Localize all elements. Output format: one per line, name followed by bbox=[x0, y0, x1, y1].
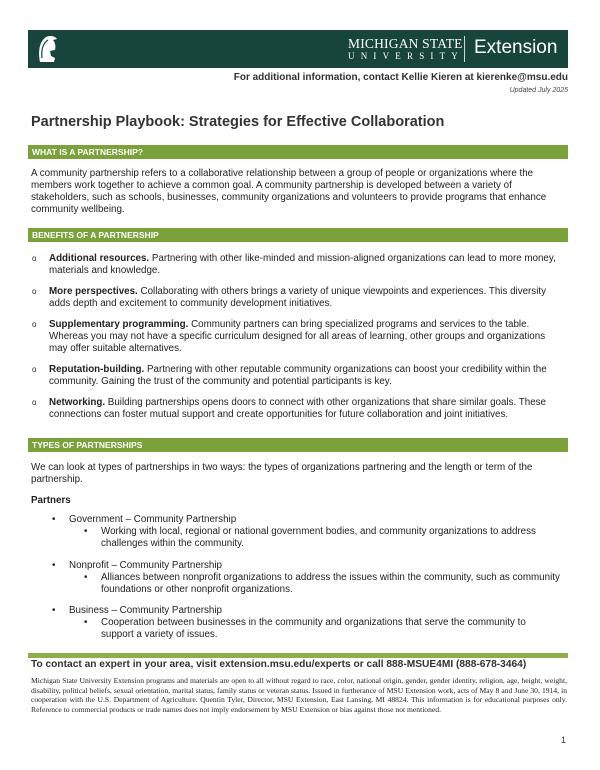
partners-subheading: Partners bbox=[31, 495, 71, 506]
msu-extension-banner bbox=[28, 30, 568, 68]
section-heading-types: TYPES OF PARTNERSHIPS bbox=[28, 438, 568, 452]
footer-disclaimer: Michigan State University Extension programs and materials are open to all without regard to race, color, national origin, gender, gender identity, religion, age, height, weight, disability, political beliefs, sexual orientation, marital status, family status or veteran status. Issued in furtherance of MSU Extension work, acts of May 8 and June 30, 1914, in cooperation with the U.S. Department of Agriculture. Quentin Tyler, Director, MSU Extension, East Lansing, MI 48824. This information is for educational purposes only. Reference to commercial products or trade names does not imply endorsement by MSU Extension or bias against those not mentioned. bbox=[31, 676, 567, 714]
list-item: o More perspectives. Collaborating with others brings a variety of unique viewpoints and experiences. This diversity adds depth and excitement to community development initiatives. bbox=[31, 286, 559, 310]
wordmark-divider bbox=[464, 36, 465, 62]
list-item: o Supplementary programming. Community partners can bring specialized programs and services to the table. Whereas you may not have a specific curriculum designed for all areas of learning, other groups and organizations may offer suitable alternatives. bbox=[31, 319, 559, 355]
benefits-list bbox=[31, 253, 559, 430]
partner-type-item: • Government – Community Partnership • Working with local, regional or national government bodies, and community organizations to address challenges within the community. bbox=[50, 514, 560, 550]
footer-contact: To contact an expert in your area, visit extension.msu.edu/experts or call 888-MSUE4MI (888-678-3464) bbox=[31, 659, 527, 670]
page-number: 1 bbox=[560, 735, 566, 745]
page-title: Partnership Playbook: Strategies for Effective Collaboration bbox=[31, 114, 445, 130]
footer-rule bbox=[28, 653, 568, 658]
types-intro: We can look at types of partnerships in two ways: the types of organizations partnering and the length or term of the partnership. bbox=[31, 462, 533, 485]
list-item: o Additional resources. Partnering with other like-minded and mission-aligned organizations can lead to more money, materials and knowledge. bbox=[31, 253, 559, 277]
list-item: o Networking. Building partnerships opens doors to connect with other organizations that share similar goals. These connections can foster mutual support and create opportunities for future collaboration and joint initiatives. bbox=[31, 397, 559, 421]
what-paragraph: A community partnership refers to a collaborative relationship between a group of people or organizations where the members work together to achieve a common goal. A community partnership is developed between a variety of stakeholders, such as schools, businesses, community organizations and volunteers to provide programs that enhance community wellbeing. bbox=[31, 168, 547, 215]
section-heading-what: WHAT IS A PARTNERSHIP? bbox=[28, 145, 568, 159]
contact-info: For additional information, contact Kellie Kieren at kierenke@msu.edu bbox=[233, 72, 568, 83]
spartan-helmet-icon bbox=[36, 34, 58, 64]
section-heading-benefits: BENEFITS OF A PARTNERSHIP bbox=[28, 228, 568, 242]
list-item: o Reputation-building. Partnering with other reputable community organizations can boost your credibility within the community. Gaining the trust of the community and potential participants is key. bbox=[31, 364, 559, 388]
partner-type-item: • Nonprofit – Community Partnership • Alliances between nonprofit organizations to address the issues within the community, such as community foundations or other nonprofit organizations. bbox=[50, 560, 560, 596]
msu-wordmark: MICHIGAN STATE UNIVERSITY bbox=[348, 36, 464, 61]
partner-type-item: • Business – Community Partnership • Cooperation between businesses in the community and organizations that serve the community to support a variety of issues. bbox=[50, 605, 560, 641]
updated-date: Updated July 2025 bbox=[509, 87, 568, 94]
extension-wordmark: Extension bbox=[474, 37, 558, 58]
